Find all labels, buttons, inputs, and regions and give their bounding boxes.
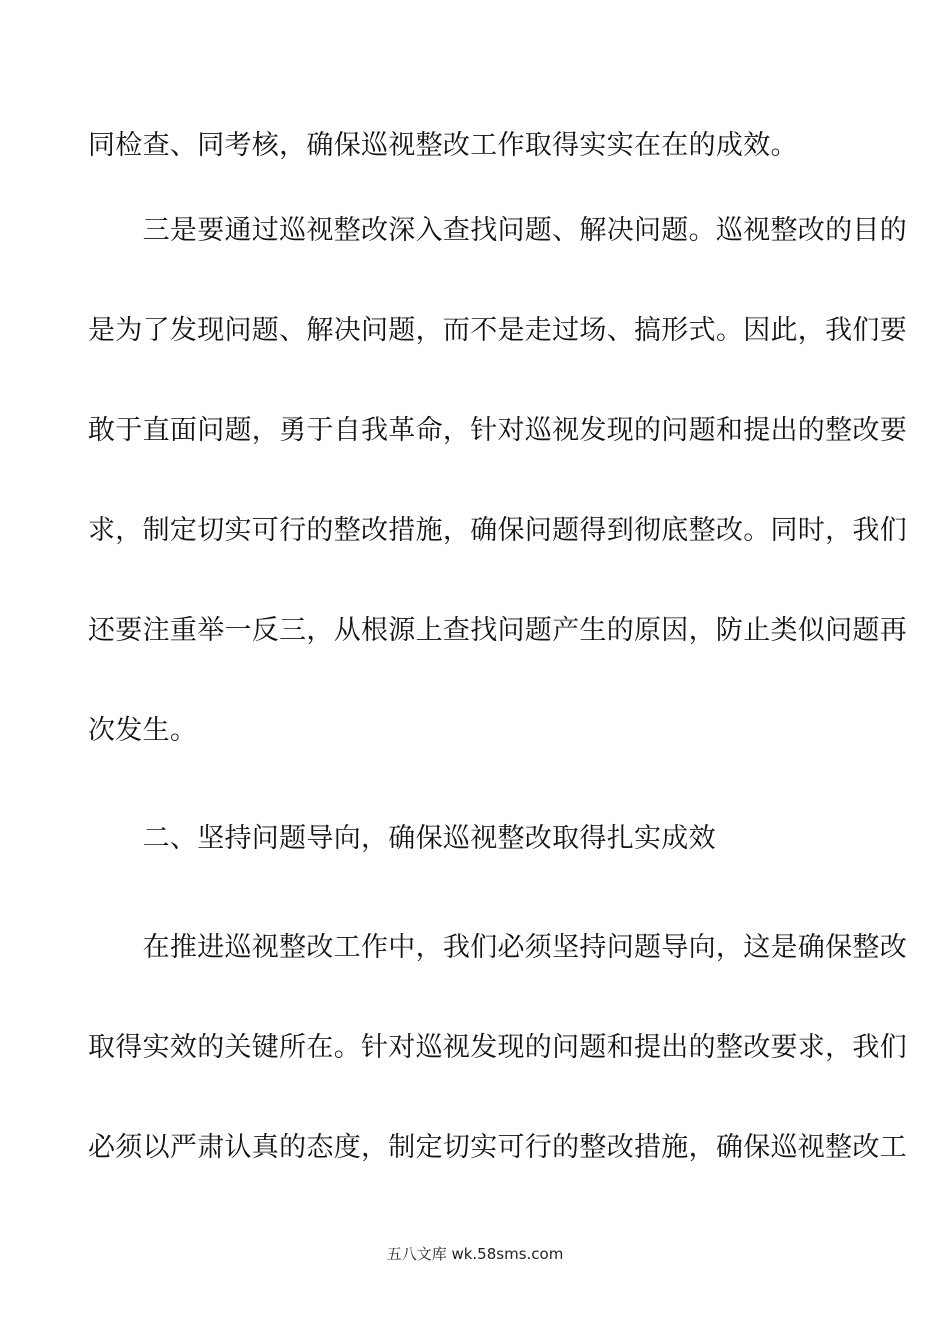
body-text-line: 三是要通过巡视整改深入查找问题、解决问题。巡视整改的目的	[88, 215, 907, 246]
body-text-line: 敢于直面问题，勇于自我革命，针对巡视发现的问题和提出的整改要	[88, 415, 907, 446]
body-text-line: 取得实效的关键所在。针对巡视发现的问题和提出的整改要求，我们	[88, 1032, 907, 1063]
body-text-line: 在推进巡视整改工作中，我们必须坚持问题导向，这是确保整改	[88, 932, 907, 963]
section-heading: 二、坚持问题导向，确保巡视整改取得扎实成效	[88, 823, 716, 854]
page-footer: 五八文库 wk.58sms.com	[386, 1245, 564, 1263]
body-text-line: 还要注重举一反三，从根源上查找问题产生的原因，防止类似问题再	[88, 615, 907, 646]
body-text-line: 是为了发现问题、解决问题，而不是走过场、搞形式。因此，我们要	[88, 315, 907, 346]
body-text-line: 次发生。	[88, 715, 198, 746]
body-text-line: 求，制定切实可行的整改措施，确保问题得到彻底整改。同时，我们	[88, 515, 907, 546]
body-text-line: 同检查、同考核，确保巡视整改工作取得实实在在的成效。	[88, 130, 798, 161]
body-text-line: 必须以严肃认真的态度，制定切实可行的整改措施，确保巡视整改工	[88, 1132, 907, 1163]
